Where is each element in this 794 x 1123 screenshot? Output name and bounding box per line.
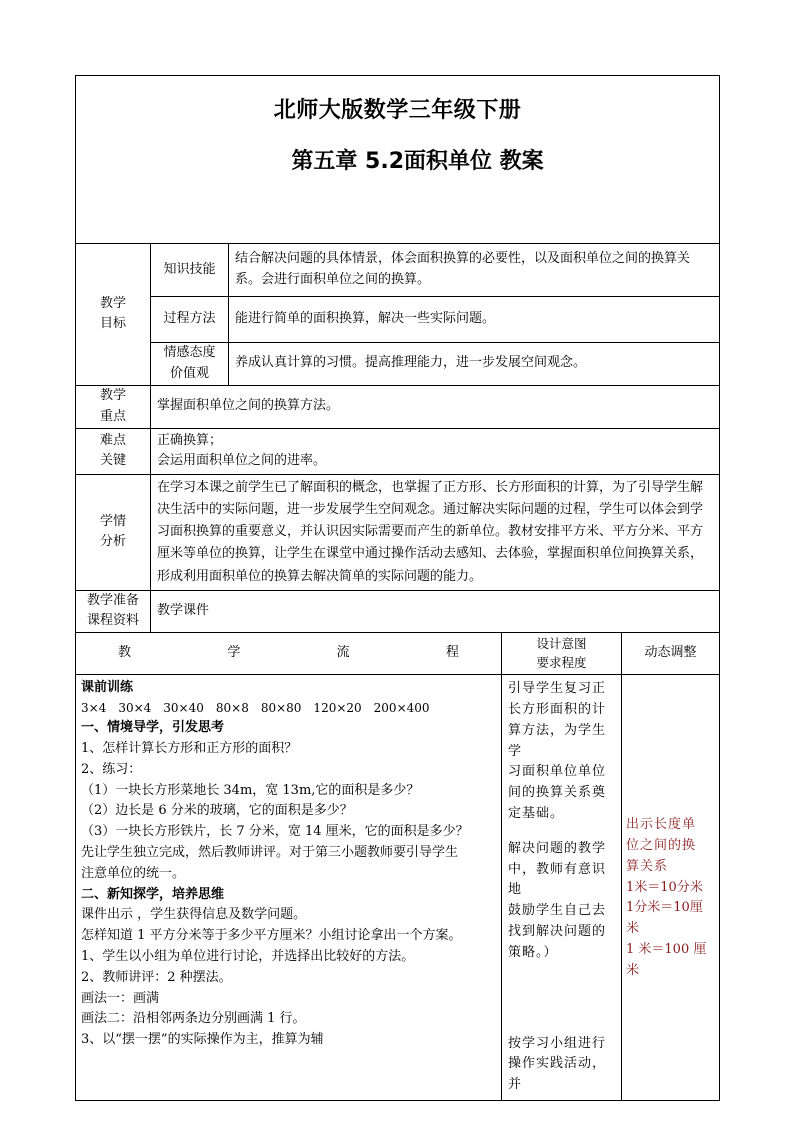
adjust-header: 动态调整 <box>622 633 720 675</box>
preparation-text: 教学课件 <box>151 590 720 633</box>
objective-text-attitude: 养成认真计算的习惯。提高推理能力，进一步发展空间观念。 <box>229 343 720 386</box>
objectives-label: 教学 目标 <box>76 244 151 386</box>
section-heading: 课前训练 <box>81 680 134 696</box>
flow-line: 3、以“摆一摆”的实际操作为主，推算为辅 <box>81 1032 324 1048</box>
flow-content-row <box>76 675 720 1101</box>
objective-row-knowledge <box>76 244 720 297</box>
design-notes: 引导学生复习正 长方形面积的计 算方法，为学生学 习面积单位单位 间的换算关系奠 定基础。 解决问题的教学 中，教师有意识地 鼓励学生自己去 找到解决问题的 策略。） 按学习小组进行 操作实践活动，并 <box>502 675 622 1101</box>
analysis-row <box>76 475 720 590</box>
adjustment-notes: 出示长度单 位之间的换 算关系 1米＝10分米 1分米＝10厘 米 1 米＝100 厘 米 <box>622 675 720 1101</box>
difficulties-text: 正确换算； 会运用面积单位之间的进率。 <box>151 428 720 475</box>
flow-line: （3）一块长方形铁片，长 7 分米，宽 14 厘米，它的面积是多少？ <box>81 824 469 840</box>
flow-line: 注意单位的统一。 <box>81 865 186 881</box>
title-cell <box>76 76 720 244</box>
objective-text-knowledge: 结合解决问题的具体情景，体会面积换算的必要性，以及面积单位之间的换算关系。会进行面积单位之间的换算。 <box>229 244 720 297</box>
preparation-row <box>76 590 720 633</box>
objective-text-process: 能进行简单的面积换算，解决一些实际问题。 <box>229 297 720 343</box>
flow-line: 怎样知道 1 平方分米等于多少平方厘米？小组讨论拿出一个方案。 <box>81 928 462 944</box>
flow-line: 课件出示 ，学生获得信息及数学问题。 <box>81 907 307 923</box>
lesson-plan-table <box>75 75 720 1101</box>
flow-header-row <box>76 633 720 675</box>
flow-line: 3×4 30×4 30×40 80×8 80×80 120×20 200×400 <box>81 701 430 716</box>
flow-line: 画法一：画满 <box>81 990 160 1006</box>
preparation-label: 教学准备 课程资料 <box>76 590 151 633</box>
title-row <box>76 76 720 244</box>
analysis-text: 在学习本课之前学生已了解面积的概念，也掌握了正方形、长方形面积的计算，为了引导学生解决生活中的实际问题，进一步发展学生空间观念。通过解决实际问题的过程，学生可以体会到学习面积换算的重要意义，并认识因实际需要而产生的新单位。教材安排平方米、平方分米、平方厘米等单位的换算，让学生在课堂中通过操作活动去感知、去体验，掌握面积单位间换算关系，形成利用面积单位的换算去解决简单的实际问题的能力。 <box>151 475 720 590</box>
flow-header: 教 学 流 程 <box>76 633 502 675</box>
doc-subtitle: 第五章 5.2面积单位 教案 <box>291 149 544 175</box>
flow-line: 画法二：沿相邻两条边分别画满 1 行。 <box>81 1011 306 1027</box>
objective-label-process: 过程方法 <box>151 297 229 343</box>
flow-line: 1、学生以小组为单位进行讨论，并选择出比较好的方法。 <box>81 949 415 964</box>
flow-line: 1、怎样计算长方形和正方形的面积？ <box>81 741 298 757</box>
key-points-row <box>76 385 720 428</box>
flow-line: （2）边长是 6 分米的玻璃，它的面积是多少？ <box>81 803 353 819</box>
section-heading: 一、情境导学，引发思考 <box>81 720 225 736</box>
objective-label-attitude: 情感态度 价值观 <box>151 343 229 386</box>
flow-line: 2、教师讲评：2 种摆法。 <box>81 969 232 985</box>
objective-row-attitude <box>76 343 720 386</box>
difficulties-label: 难点 关键 <box>76 428 151 475</box>
objective-label-knowledge: 知识技能 <box>151 244 229 297</box>
design-header: 设计意图 要求程度 <box>502 633 622 675</box>
analysis-label: 学情 分析 <box>76 475 151 590</box>
flow-line: 先让学生独立完成，然后教师讲评。对于第三小题教师要引导学生 <box>81 845 459 861</box>
section-heading: 二、新知探学，培养思维 <box>81 886 225 902</box>
flow-content <box>76 675 502 1101</box>
doc-title: 北师大版数学三年级下册 <box>273 98 522 123</box>
lesson-plan-page <box>75 75 719 1093</box>
key-points-label: 教学 重点 <box>76 385 151 428</box>
flow-line: 2、练习： <box>81 761 142 777</box>
objective-row-process <box>76 297 720 343</box>
flow-line: （1）一块长方形菜地长 34m，宽 13m,它的面积是多少？ <box>81 782 420 798</box>
difficulties-row <box>76 428 720 475</box>
key-points-text: 掌握面积单位之间的换算方法。 <box>151 385 720 428</box>
